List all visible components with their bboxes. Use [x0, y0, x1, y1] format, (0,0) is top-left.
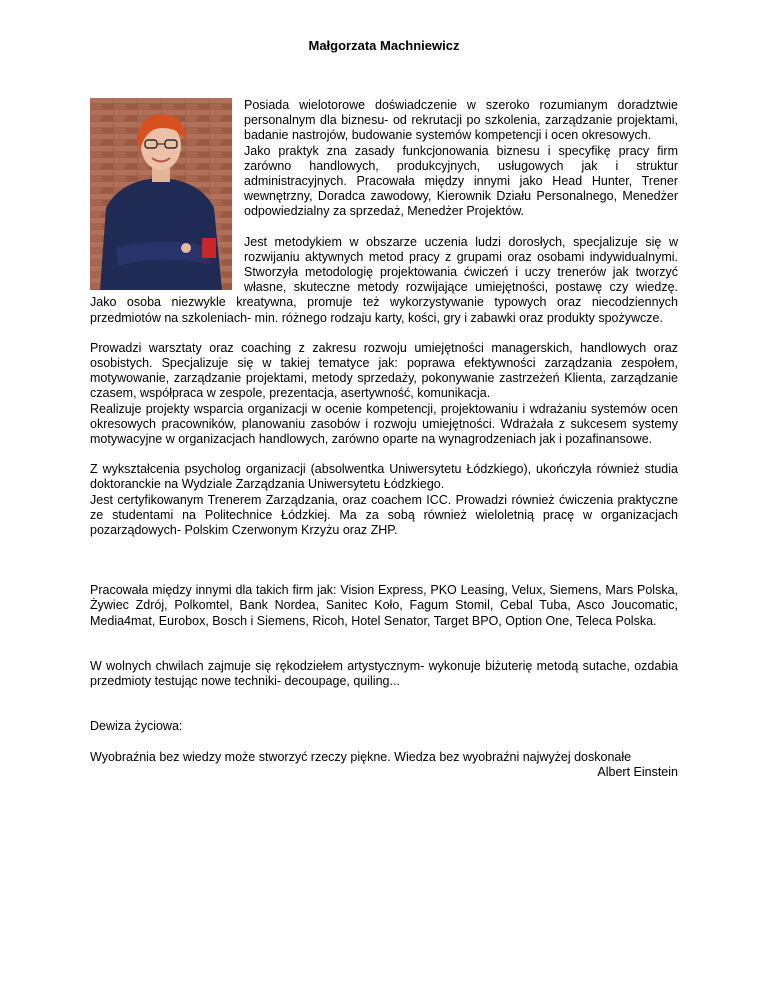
page-title: Małgorzata Machniewicz	[308, 38, 460, 53]
education-paragraph: Z wykształcenia psycholog organizacji (absolwentka Uniwersytetu Łódzkiego), ukończyła również studia doktoranckie na Wydziale Zarządzania Uniwersytetu Łódzkiego.	[90, 462, 678, 492]
intro-paragraph-1: Posiada wielotorowe doświadczenie w szeroko rozumianym doradztwie personalnym dla biznesu- od rekrutacji po szkolenia, zarządzanie projektami, badanie nastrojów, budowanie systemów kompetencji i ocen okresowych.	[244, 98, 678, 143]
portrait-photo	[90, 98, 232, 290]
workshops-paragraph: Prowadzi warsztaty oraz coaching z zakresu rozwoju umiejętności managerskich, handlowych oraz osobistych. Specjalizuje się w takiej tematyce jak: poprawa efektywności zarządzania zespołem, motywowanie, zarządzanie projektami, metody sprzedaży, pokonywanie zastrzeżeń Klienta, zarządzanie czasem, współpraca w zespole, prezentacja, asertywność, komunikacja.	[90, 340, 678, 401]
hobbies-paragraph: W wolnych chwilach zajmuje się rękodziełem artystycznym- wykonuje biżuterię metodą sutache, ozdabia przedmioty testując nowe techniki- decoupage, quiling...	[90, 658, 678, 689]
certification-paragraph: Jest certyfikowanym Trenerem Zarządzania, oraz coachem ICC. Prowadzi również ćwiczenia praktyczne ze studentami na Politechnice Łódzkiej. Ma za sobą również wieloletnią pracę w organizacjach pozarządowych- Polskim Czerwonym Krzyżu oraz ZHP.	[90, 492, 678, 538]
motto-label: Dewiza życiowa:	[90, 719, 183, 734]
projects-paragraph: Realizuje projekty wsparcia organizacji w ocenie kompetencji, projektowaniu i wdrażaniu systemów ocen okresowych pracowników, planowaniu zasobów i rozwoju umiejętności. Wdrażała z sukcesem systemy motywacyjne w organizacjach handlowych, zarówno oparte na wynagrodzeniach jak i pozafinansowe.	[90, 401, 678, 447]
document-body	[90, 98, 678, 780]
motto-author: Albert Einstein	[597, 764, 678, 779]
intro-paragraph-2: Jako praktyk zna zasady funkcjonowania biznesu i specyfikę pracy firm zarówno handlowych, produkcyjnych, usługowych jak i struktur administracyjnych. Pracowała między innymi jako Head Hunter, Trener wewnętrzny, Doradca zawodowy, Kierownik Działu Personalnego, Menedżer odpowiedzialny za sprzedaż, Menedżer Projektów.	[244, 143, 678, 219]
portrait-illustration	[90, 98, 232, 290]
clients-paragraph: Pracowała między innymi dla takich firm jak: Vision Express, PKO Leasing, Velux, Siemens, Mars Polska, Żywiec Zdrój, Polkomtel, Bank Nordea, Sanitec Koło, Fagum Stomil, Cebal Tuba, Asco Joucomatic, Media4mat, Eurobox, Bosch i Siemens, Ricoh, Hotel Senator, Target BPO, Option One, Teleca Polska.	[90, 583, 678, 628]
methodology-paragraph: Jest metodykiem w obszarze uczenia ludzi dorosłych, specjalizuje się w rozwijaniu aktywnych metod pracy z grupami oraz osobami indywidualnymi. Stworzyła metodologię projektowania ćwiczeń i uczy trenerów jak tworzyć własne, skuteczne metody rozwijające umiejętności, postawę czy wiedzę. Jako osoba niezwykle kreatywna, promuje też wykorzystywanie typowych oraz niecodziennych przedmiotów na szkoleniach- min. różnego rodzaju karty, kości, gry i zabawki oraz produkty spożywcze.	[90, 234, 678, 325]
motto-quote: Wyobraźnia bez wiedzy może stworzyć rzeczy piękne. Wiedza bez wyobraźni najwyżej doskonałe	[90, 749, 632, 764]
